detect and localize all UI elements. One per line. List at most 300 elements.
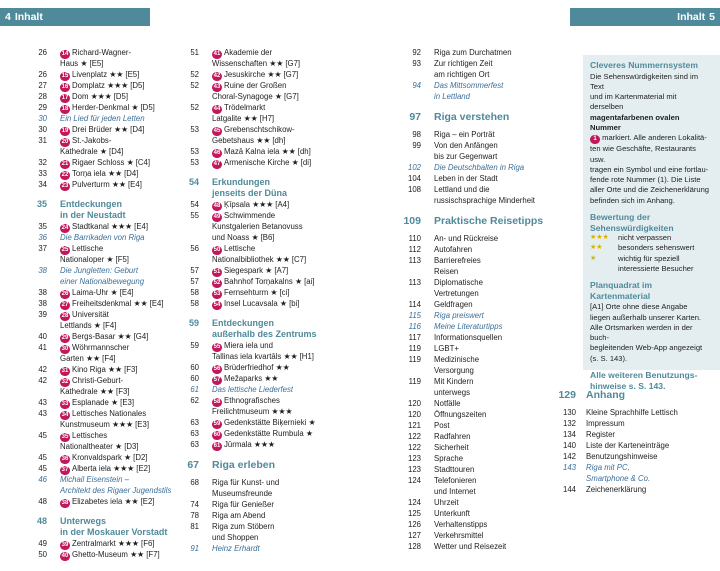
- sight-number-pin-icon: 54: [213, 302, 221, 308]
- sight-number-pin-icon: 33: [61, 401, 69, 407]
- sight-number-pin-icon: 58: [213, 399, 221, 405]
- entry-text: Schwimmende: [224, 211, 276, 220]
- page-number: 61: [190, 385, 199, 394]
- page-number: 53: [190, 125, 199, 134]
- page-number: 67: [187, 459, 199, 471]
- toc-entry: [20, 419, 170, 430]
- sight-number-pin-icon: 41: [213, 51, 221, 57]
- page-number: 36: [38, 233, 47, 242]
- page-number: 30: [38, 125, 47, 134]
- page-number: 124: [407, 476, 421, 485]
- sight-number-pin-icon: 61: [213, 443, 221, 449]
- toc-entry: [394, 151, 562, 162]
- numbering-text: Die Sehenswürdigkeiten sind im Text und im Kartenmaterial mit derselben magentafarbenen ovalen Nummer 1 markiert. Alle anderen Lokalitä- ten wie Geschäfte, Restaurants usw. tragen ein Symbol und eine fortlau- fende rote Nummer (1). Die Liste aller Orte und die Zeichenerklärung befinden sich im Anhang.: [590, 71, 710, 205]
- toc-entry: [172, 210, 330, 221]
- entry-text: Architekt des Rigaer Jugendstils: [60, 486, 172, 495]
- page-number: 119: [408, 355, 421, 364]
- entry-text: Impressum: [586, 419, 625, 428]
- feature-entry: [556, 462, 720, 473]
- feature-entry: [172, 384, 330, 395]
- toc-entry: [394, 398, 562, 409]
- toc-entry: [172, 351, 330, 362]
- feature-entry: [394, 162, 562, 173]
- toc-entry: [172, 265, 330, 276]
- toc-entry: [20, 102, 170, 113]
- entry-text: Leben in der Stadt: [434, 174, 498, 183]
- toc-entry: [172, 340, 330, 351]
- entry-text: Öffnungszeiten: [434, 410, 487, 419]
- entry-text: Zentralmarkt ★★★ [F6]: [72, 539, 155, 548]
- entry-text: russischsprachige Minderheit: [434, 196, 535, 205]
- sight-number-pin-icon: 44: [213, 106, 221, 112]
- toc-entry: [394, 244, 562, 255]
- page-number: 53: [190, 158, 199, 167]
- sight-number-pin-icon: 16: [61, 84, 69, 90]
- entry-text: Meine Literaturtipps: [434, 322, 503, 331]
- sight-number-pin-icon: 52: [213, 280, 221, 286]
- entry-text: Pulverturm ★★ [E4]: [72, 180, 142, 189]
- toc-entry: [172, 477, 330, 488]
- toc-entry: [20, 47, 170, 58]
- page-number: 68: [190, 478, 199, 487]
- page-number: 128: [407, 542, 421, 551]
- toc-entry: [394, 299, 562, 310]
- entry-text: außerhalb des Zentrums: [212, 329, 317, 339]
- spacer: [394, 206, 562, 215]
- page-number: 34: [38, 180, 47, 189]
- page-number: 120: [407, 399, 421, 408]
- toc-entry: [20, 386, 170, 397]
- entry-text: Barrierefreies: [434, 256, 481, 265]
- toc-entry: [394, 519, 562, 530]
- entry-text: Richard-Wagner-: [72, 48, 132, 57]
- entry-text: Uhrzeit: [434, 498, 459, 507]
- entry-text: Entdeckungen: [212, 318, 275, 328]
- entry-text: Erkundungen: [212, 177, 270, 187]
- toc-entry: [394, 332, 562, 343]
- toc-entry: [394, 69, 562, 80]
- toc-entry: [394, 173, 562, 184]
- page-number: 108: [407, 185, 421, 194]
- feature-entry: [172, 543, 330, 554]
- page-number: 94: [412, 81, 421, 90]
- page-number: 59: [188, 318, 199, 328]
- toc-entry: [172, 510, 330, 521]
- sight-number-pin-icon: 37: [61, 467, 69, 473]
- entry-text: Lettisches Nationales: [72, 409, 147, 418]
- toc-entry: [20, 463, 170, 474]
- entry-text: Freiheitsdenkmal ★★ [E4]: [72, 299, 164, 308]
- page-number-left: 4: [5, 11, 11, 23]
- page-number: 42: [38, 376, 47, 385]
- sight-number-pin-icon: 46: [213, 150, 221, 156]
- sight-number-pin-icon: 49: [213, 214, 221, 220]
- toc-entry: [394, 530, 562, 541]
- entry-text: Liste der Karteneinträge: [586, 441, 670, 450]
- sight-number-pin-icon: 23: [61, 183, 69, 189]
- sight-number-pin-icon: 27: [61, 302, 69, 308]
- toc-entry: [20, 320, 170, 331]
- entry-text: Verkehrsmittel: [434, 531, 484, 540]
- page-number: 117: [408, 333, 421, 342]
- page-number: 45: [38, 453, 47, 462]
- entry-text: LGBT+: [434, 344, 459, 353]
- toc-entry: [20, 342, 170, 353]
- entry-text: Jūrmala ★★★: [224, 440, 275, 449]
- entry-text: Riga für Kunst- und: [212, 478, 280, 487]
- page-number-right: 5: [709, 11, 715, 23]
- sight-number-pin-icon: 22: [61, 172, 69, 178]
- toc-entry: [172, 91, 330, 102]
- sight-number-pin-icon: 42: [213, 73, 221, 79]
- sight-number-pin-icon: 55: [213, 344, 221, 350]
- page-number: 58: [190, 288, 199, 297]
- toc-entry: [20, 364, 170, 375]
- toc-entry: [20, 124, 170, 135]
- page-number: 125: [407, 509, 421, 518]
- page-number: 43: [38, 398, 47, 407]
- page-number: 130: [562, 408, 576, 417]
- toc-entry: [394, 195, 562, 206]
- entry-text: Lettische: [72, 244, 104, 253]
- sight-number-pin-icon: 43: [213, 84, 221, 90]
- entry-text: Lettisches: [72, 431, 108, 440]
- toc-entry: [172, 287, 330, 298]
- toc-entry: [20, 408, 170, 419]
- toc-entry: [20, 254, 170, 265]
- entry-text: Ghetto-Museum ★★ [F7]: [72, 550, 160, 559]
- entry-text: Autofahren: [434, 245, 473, 254]
- entry-text: in der Neustadt: [60, 210, 126, 220]
- entry-text: Riga für Genießer: [212, 500, 274, 509]
- page-number: 39: [38, 310, 47, 319]
- page-number: 122: [407, 443, 421, 452]
- toc-entry: [20, 496, 170, 507]
- page-number: 56: [190, 244, 199, 253]
- toc-entry: [394, 140, 562, 151]
- page-number: 142: [562, 452, 576, 461]
- entry-text: Mit Kindern: [434, 377, 474, 386]
- spacer: [20, 507, 170, 516]
- sight-number-pin-icon: 19: [61, 128, 69, 134]
- entry-text: Christi-Geburt-: [72, 376, 124, 385]
- entry-text: Informationsquellen: [434, 333, 503, 342]
- page-number: 50: [38, 550, 47, 559]
- sight-number-pin-icon: 45: [213, 128, 221, 134]
- entry-text: Haus ★ [E5]: [60, 59, 104, 68]
- entry-text: Jesuskirche ★★ [G7]: [224, 70, 299, 79]
- page-number: 57: [190, 266, 199, 275]
- entry-text: Entdeckungen: [60, 199, 123, 209]
- entry-text: Von den Anfängen: [434, 141, 498, 150]
- entry-text: Kronvaldspark ★ [D2]: [72, 453, 148, 462]
- feature-entry: [394, 310, 562, 321]
- entry-text: unterwegs: [434, 388, 470, 397]
- sight-number-pin-icon: 26: [61, 291, 69, 297]
- entry-text: Wöhrmannscher: [72, 343, 130, 352]
- toc-entry: [20, 397, 170, 408]
- toc-entry: [20, 221, 170, 232]
- page-number: 134: [562, 430, 576, 439]
- entry-text: Lettland und die: [434, 185, 490, 194]
- entry-text: Riga erleben: [212, 459, 276, 471]
- entry-text: einer Nationalbewegung: [60, 277, 145, 286]
- entry-text: Radfahren: [434, 432, 471, 441]
- toc-entry: [172, 395, 330, 406]
- section-heading: [172, 329, 330, 340]
- sight-number-pin-icon: 15: [61, 73, 69, 79]
- entry-text: Das Mittsommerfest: [434, 81, 504, 90]
- page-number: 112: [408, 245, 421, 254]
- entry-text: Mežaparks ★★: [224, 374, 279, 383]
- toc-entry: [172, 417, 330, 428]
- sight-number-pin-icon: 18: [61, 106, 69, 112]
- toc-entry: [394, 475, 562, 486]
- page-number: 63: [190, 440, 199, 449]
- page-number: 59: [190, 341, 199, 350]
- entry-text: Telefonieren: [434, 476, 477, 485]
- toc-entry: [556, 484, 720, 495]
- sight-number-pin-icon: 48: [213, 203, 221, 209]
- two-star-icon: ★★: [590, 244, 603, 252]
- entry-text: Michail Eisenstein –: [60, 475, 129, 484]
- entry-text: Kunstgalerien Betanovuss: [212, 222, 303, 231]
- entry-text: Armenische Kirche ★ [di]: [224, 158, 312, 167]
- section-heading: [20, 527, 170, 538]
- entry-text: Rigaer Schloss ★ [C4]: [72, 158, 151, 167]
- numbering-heading: Cleveres Nummernsystem: [590, 60, 698, 70]
- toc-entry: [20, 91, 170, 102]
- page-number: 127: [407, 531, 421, 540]
- entry-text: St.-Jakobs-: [72, 136, 112, 145]
- entry-text: Riga preiswert: [434, 311, 484, 320]
- feature-entry: [394, 321, 562, 332]
- toc-column-1: [20, 47, 170, 560]
- page-number: 92: [412, 48, 421, 57]
- sight-number-pin-icon: 59: [213, 421, 221, 427]
- entry-text: Gedenkstätte Rumbula ★: [224, 429, 313, 438]
- entry-text: Lettlands ★ [F4]: [60, 321, 117, 330]
- toc-entry: [394, 453, 562, 464]
- entry-text: Livenplatz ★★ [E5]: [72, 70, 140, 79]
- toc-entry: [556, 440, 720, 451]
- entry-text: Stadtkanal ★★★ [E4]: [72, 222, 149, 231]
- entry-text: Zeichenerklärung: [586, 485, 647, 494]
- page-number: 119: [408, 377, 421, 386]
- toc-column-3: [394, 47, 562, 552]
- entry-text: Kleine Sprachhilfe Lettisch: [586, 408, 678, 417]
- toc-entry: [394, 343, 562, 354]
- toc-entry: [394, 365, 562, 376]
- three-star-icon: ★★★: [590, 234, 609, 242]
- toc-entry: [20, 549, 170, 560]
- page-number: 38: [38, 288, 47, 297]
- entry-text: Freilichtmuseum ★★★: [212, 407, 293, 416]
- entry-text: in der Moskauer Vorstadt: [60, 527, 168, 537]
- section-heading: [20, 516, 170, 527]
- entry-text: Tallinas iela kvartāls ★★ [H1]: [212, 352, 314, 361]
- entry-text: Elizabetes iela ★★ [E2]: [72, 497, 155, 506]
- page-number: 51: [190, 48, 199, 57]
- toc-entry: [20, 430, 170, 441]
- page-number: 28: [38, 92, 47, 101]
- toc-entry: [20, 298, 170, 309]
- page-number: 109: [403, 215, 421, 227]
- info-box: [590, 60, 711, 391]
- page-number: 48: [38, 497, 47, 506]
- toc-entry: [172, 157, 330, 168]
- page-number: 26: [38, 48, 47, 57]
- section-heading: [20, 199, 170, 210]
- entry-text: Die Barrikaden von Riga: [60, 233, 145, 242]
- page-number: 29: [38, 103, 47, 112]
- toc-entry: [20, 353, 170, 364]
- entry-text: Stadttouren: [434, 465, 475, 474]
- entry-text: Kunstmuseum ★★★ [E3]: [60, 420, 150, 429]
- entry-text: Garten ★★ [F4]: [60, 354, 116, 363]
- toc-entry: [394, 387, 562, 398]
- toc-entry: [394, 354, 562, 365]
- entry-text: Universität: [72, 310, 109, 319]
- entry-text: Museumsfreunde: [212, 489, 273, 498]
- page-number: 98: [412, 130, 421, 139]
- toc-entry: [172, 69, 330, 80]
- entry-text: Grebenschtschikow-: [224, 125, 295, 134]
- entry-text: Herder-Denkmal ★ [D5]: [72, 103, 155, 112]
- page-number: 33: [38, 169, 47, 178]
- section-heading: [172, 188, 330, 199]
- toc-entry: [20, 179, 170, 190]
- page-number: 43: [38, 409, 47, 418]
- entry-text: Akademie der: [224, 48, 273, 57]
- page-number: 102: [407, 163, 421, 172]
- toc-entry: [20, 287, 170, 298]
- entry-text: Geldfragen: [434, 300, 473, 309]
- page-number: 60: [190, 374, 199, 383]
- toc-entry: [172, 276, 330, 287]
- entry-text: Latgalite ★★ [H7]: [212, 114, 275, 123]
- spacer: [20, 190, 170, 199]
- entry-text: Riga am Abend: [212, 511, 266, 520]
- entry-text: Ruine der Großen: [224, 81, 287, 90]
- toc-entry: [172, 373, 330, 384]
- page-number: 113: [408, 278, 421, 287]
- sight-number-pin-icon: 17: [61, 95, 69, 101]
- entry-text: Sprache: [434, 454, 464, 463]
- feature-entry: [20, 232, 170, 243]
- entry-text: Sicherheit: [434, 443, 469, 452]
- sight-number-pin-icon: 56: [213, 366, 221, 372]
- page-number: 123: [407, 454, 421, 463]
- page-number: 38: [38, 299, 47, 308]
- entry-text: Torņa iela ★★ [D4]: [72, 169, 139, 178]
- page-number: 30: [38, 114, 47, 123]
- toc-entry: [172, 58, 330, 69]
- entry-text: Kathedrale ★★ [F3]: [60, 387, 130, 396]
- entry-text: Gebetshaus ★★ [dh]: [212, 136, 286, 145]
- page-number: 81: [190, 522, 199, 531]
- entry-text: Dom ★★★ [D5]: [72, 92, 129, 101]
- feature-entry: [20, 265, 170, 276]
- toc-entry: [20, 309, 170, 320]
- sight-number-pin-icon: 53: [213, 291, 221, 297]
- entry-text: Kathedrale ★ [D4]: [60, 147, 124, 156]
- toc-entry: [172, 232, 330, 243]
- toc-entry: [556, 418, 720, 429]
- page-number: 116: [408, 322, 421, 331]
- toc-entry: [394, 497, 562, 508]
- entry-text: Ein Lied für jeden Letten: [60, 114, 145, 123]
- entry-text: Die Jungletten: Geburt: [60, 266, 139, 275]
- entry-text: Verhaltenstipps: [434, 520, 488, 529]
- grid-heading: Planquadrat im Kartenmaterial: [590, 280, 653, 301]
- toc-entry: [394, 541, 562, 552]
- page-number: 52: [190, 81, 199, 90]
- page-number: 91: [190, 544, 199, 553]
- toc-entry: [172, 80, 330, 91]
- toc-entry: [394, 233, 562, 244]
- toc-entry: [394, 442, 562, 453]
- page-number: 143: [562, 463, 576, 472]
- entry-text: bis zur Gegenwart: [434, 152, 498, 161]
- toc-entry: [20, 80, 170, 91]
- entry-text: Wetter und Reisezeit: [434, 542, 507, 551]
- sight-number-pin-icon: 35: [61, 434, 69, 440]
- entry-text: in Lettland: [434, 92, 470, 101]
- feature-entry: [556, 473, 720, 484]
- page-number: 62: [190, 396, 199, 405]
- sight-number-pin-icon: 39: [61, 542, 69, 548]
- page-number: 45: [38, 464, 47, 473]
- toc-entry: [172, 243, 330, 254]
- sight-number-pin-icon: 60: [213, 432, 221, 438]
- spacer: [394, 102, 562, 111]
- sight-number-pin-icon: 34: [61, 412, 69, 418]
- toc-entry: [20, 146, 170, 157]
- magenta-pin-icon: 1: [590, 135, 600, 144]
- feature-entry: [394, 80, 562, 91]
- page-number: 45: [38, 431, 47, 440]
- appendix-section: [556, 389, 720, 495]
- entry-text: Praktische Reisetipps: [434, 215, 544, 227]
- toc-entry: [172, 254, 330, 265]
- section-heading: [394, 215, 562, 228]
- spacer: [172, 450, 330, 459]
- section-heading: [394, 111, 562, 124]
- header-title-right: Inhalt: [677, 11, 706, 23]
- page-number: 35: [38, 222, 47, 231]
- toc-column-2: [172, 47, 330, 554]
- feature-entry: [20, 113, 170, 124]
- entry-text: Insel Lucavsala ★ [bi]: [224, 299, 300, 308]
- page-number: 31: [38, 136, 47, 145]
- page-number: 119: [408, 344, 421, 353]
- toc-entry: [394, 288, 562, 299]
- toc-entry: [20, 58, 170, 69]
- entry-text: Esplanade ★ [E3]: [72, 398, 135, 407]
- toc-entry: [20, 243, 170, 254]
- page-number: 114: [408, 300, 421, 309]
- entry-text: Register: [586, 430, 616, 439]
- toc-entry: [172, 428, 330, 439]
- entry-text: Bahnhof Torņakalns ★ [ai]: [224, 277, 315, 286]
- entry-text: Vertretungen: [434, 289, 479, 298]
- spacer: [172, 168, 330, 177]
- toc-entry: [20, 452, 170, 463]
- page-number: 52: [190, 103, 199, 112]
- entry-text: Brüderfriedhof ★★: [224, 363, 290, 372]
- section-heading: [172, 177, 330, 188]
